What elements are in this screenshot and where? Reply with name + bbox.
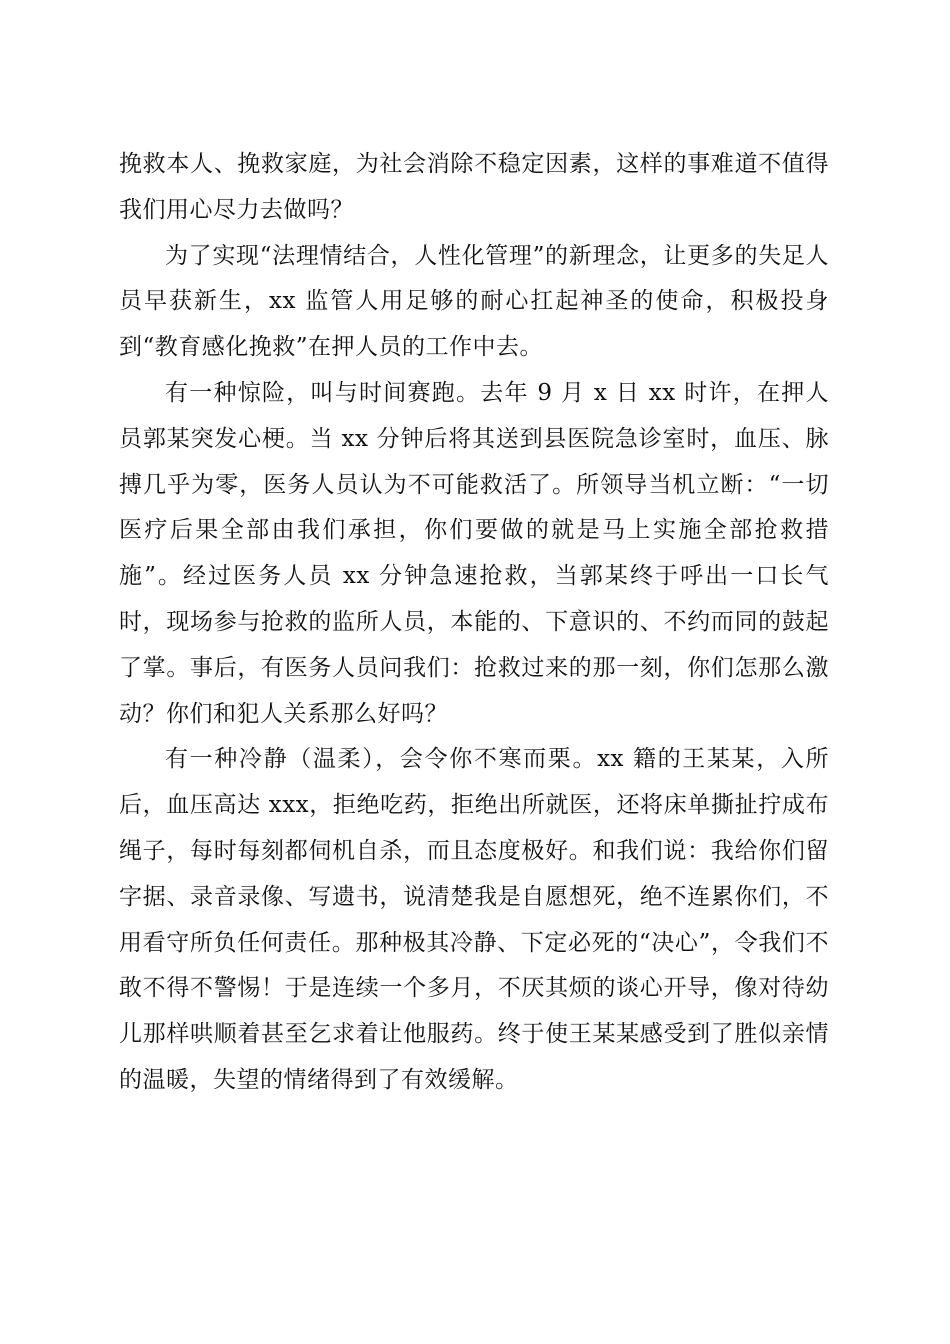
- paragraph-4: 有一种冷静（温柔），会令你不寒而栗。xx 籍的王某某，入所后，血压高达 xxx，拒绝吃药，拒绝出所就医，还将床单撕扯拧成布绳子，每时每刻都伺机自杀，而且态度极好。和我们说：我给你们留字据、录音录像、写遗书，说清楚我是自愿想死，绝不连累你们，不用看守所负任何责任。那种极其冷静、下定必死的“决心”，令我们不敢不得不警惕！于是连续一个多月，不厌其烦的谈心开导，像对待幼儿那样哄顺着甚至乞求着让他服药。终于使王某某感受到了胜似亲情的温暖，失望的情绪得到了有效缓解。: [119, 746, 829, 1093]
- paragraph-2: 为了实现“法理情结合，人性化管理”的新理念，让更多的失足人员早获新生，xx 监管人用足够的耐心扛起神圣的使命，积极投身到“教育感化挽救”在押人员的工作中去。: [119, 242, 829, 361]
- paragraph-1: 挽救本人、挽救家庭，为社会消除不稳定因素，这样的事难道不值得我们用心尽力去做吗？: [119, 151, 829, 223]
- paragraph-3: 有一种惊险，叫与时间赛跑。去年 9 月 x 日 xx 时许，在押人员郭某突发心梗。当 xx 分钟后将其送到县医院急诊室时，血压、脉搏几乎为零，医务人员认为不可能救活了。所领导当机立断：“一切医疗后果全部由我们承担，你们要做的就是马上实施全部抢救措施”。经过医务人员 xx 分钟急速抢救，当郭某终于呼出一口长气时，现场参与抢救的监所人员，本能的、下意识的、不约而同的鼓起了掌。事后，有医务人员问我们：抢救过来的那一刻，你们怎那么激动？你们和犯人关系那么好吗？: [119, 379, 829, 727]
- document-body: [119, 142, 829, 1104]
